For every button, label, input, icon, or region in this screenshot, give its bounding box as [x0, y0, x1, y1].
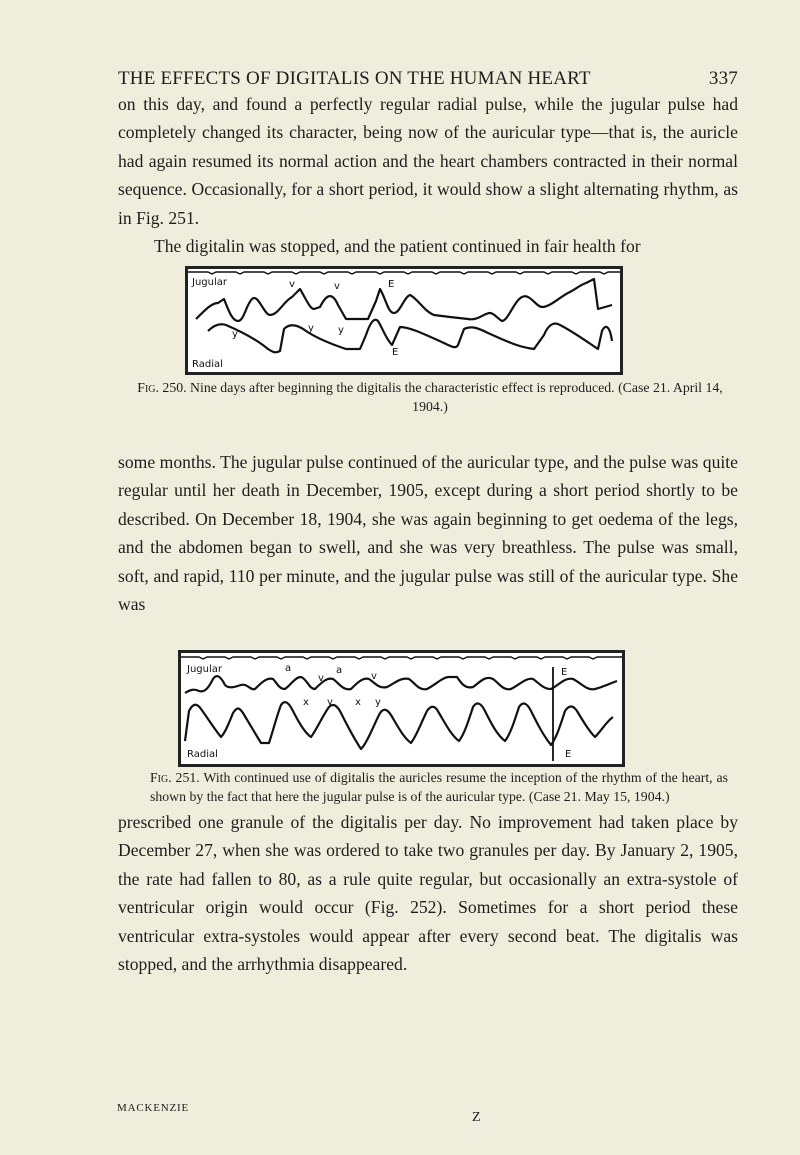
fig250-label-radial: Radial	[192, 359, 223, 370]
paragraph-3	[118, 808, 738, 978]
figure-251-caption	[150, 768, 728, 806]
fig251-radial-trace	[185, 702, 613, 749]
fig250-label-v-1: v	[289, 279, 295, 290]
figure-251-number: Fig. 251.	[150, 770, 200, 785]
fig251-time-marker	[181, 657, 622, 659]
paragraph-2-text: some months. The jugular pulse continued of the auricular type, and the pulse was quite regular until her death in December, 1905, except during a short period shortly to be described. On December 18, 1904, she was again beginning to get oedema of the legs, and the abdomen began to swell, and she was very breathless. The pulse was small, soft, and rapid, 110 per minute, and the jugular pulse was still of the auricular type. She was	[118, 452, 738, 615]
figure-251-tracing	[178, 650, 625, 767]
fig250-label-y-1: y	[232, 329, 238, 340]
fig251-label-e-1: E	[561, 667, 568, 678]
fig251-label-a-1: a	[285, 663, 292, 674]
fig251-label-x-1: x	[303, 697, 309, 708]
fig250-jugular-trace	[196, 279, 612, 321]
figure-250-number: Fig. 250.	[137, 380, 187, 395]
fig251-label-e-2: E	[565, 749, 572, 760]
fig251-label-radial: Radial	[187, 749, 218, 760]
fig250-label-e-1: E	[388, 279, 395, 290]
paragraph-1-text: on this day, and found a perfectly regular radial pulse, while the jugular pulse had completely changed its character, being now of the auricular type—that is, the auricle had again resumed its normal action and the heart chambers contracted in their normal sequence. Occasionally, for a short period, it would show a slight alternating rhythm, as in Fig. 251.	[118, 94, 738, 228]
fig250-radial-trace	[208, 320, 612, 353]
figure-250-tracing	[185, 266, 623, 375]
fig251-label-v-1: v	[318, 673, 324, 684]
signature-mark: Z	[472, 1110, 481, 1125]
paragraph-3-text: prescribed one granule of the digitalis per day. No improvement had taken place by December 27, when she was ordered to take two granules per day. By January 2, 1905, the rate had fallen to 80, as a rule quite regular, but occasionally an extra-systole of ventricular origin would occur (Fig. 252). Sometimes for a short period these ventricular extra-systoles would appear after every second beat. The digitalis was stopped, and the arrhythmia disappeared.	[118, 812, 738, 975]
figure-250-caption-text: Nine days after beginning the digitalis the characteristic effect is reproduced. (Case 21. April 14, 1904.)	[190, 380, 723, 414]
page-number: 337	[708, 68, 738, 89]
fig251-label-a-2: a	[336, 665, 343, 676]
running-header	[118, 68, 738, 90]
fig251-label-y-1: y	[327, 697, 333, 708]
fig250-label-y-2: y	[308, 323, 314, 334]
fig250-label-y-3: y	[338, 325, 344, 336]
fig251-label-jugular: Jugular	[187, 664, 222, 675]
figure-250-caption	[130, 378, 730, 416]
fig250-time-marker	[188, 272, 620, 274]
printer-mark: MACKENZIE	[117, 1102, 189, 1114]
fig250-label-jugular: Jugular	[192, 277, 227, 288]
figure-251-caption-text: With continued use of digitalis the auricles resume the inception of the rhythm of the heart, as shown by the fact that here the jugular pulse is of the auricular type. (Case 21. May 15, 1904.)	[150, 770, 729, 804]
paragraph-2	[118, 448, 738, 618]
fig251-label-v-2: v	[371, 671, 377, 682]
fig251-label-y-2: y	[375, 697, 381, 708]
paragraph-1	[118, 90, 738, 260]
fig250-label-e-2: E	[392, 347, 399, 358]
paragraph-1b-text: The digitalin was stopped, and the patient continued in fair health for	[154, 236, 641, 257]
fig251-label-x-2: x	[355, 697, 361, 708]
fig250-label-v-2: v	[334, 281, 340, 292]
running-title: THE EFFECTS OF DIGITALIS ON THE HUMAN HEART	[118, 68, 591, 89]
figure-251-svg	[181, 653, 622, 764]
figure-250-svg	[188, 269, 620, 372]
